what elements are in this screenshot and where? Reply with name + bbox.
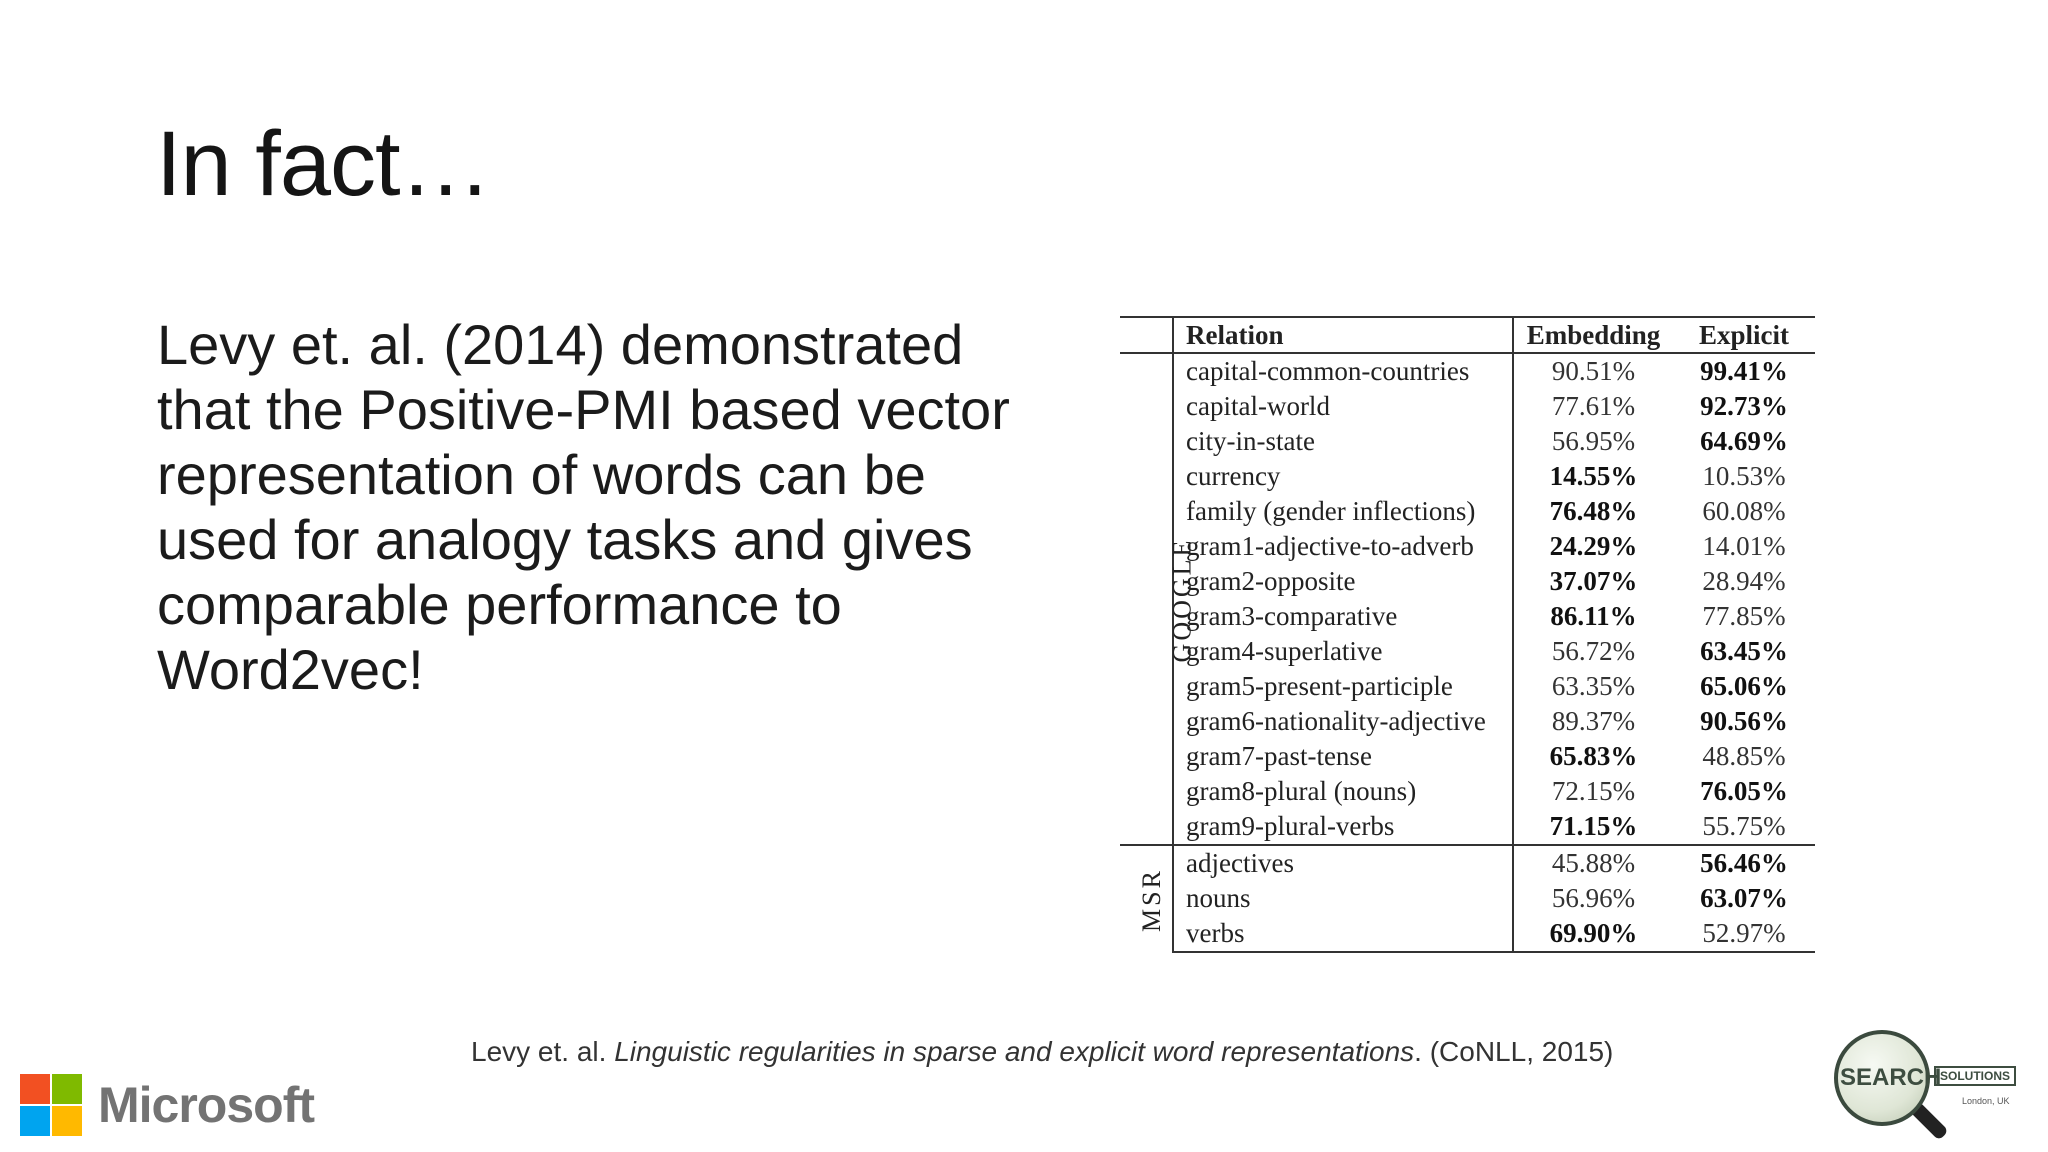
table-cell-explicit: 92.73% <box>1700 391 1788 421</box>
search-solutions-solutions-text: SOLUTIONS <box>1934 1066 2016 1086</box>
slide-title: In fact… <box>156 113 491 215</box>
table-cell-relation: gram7-past-tense <box>1173 739 1513 774</box>
table-cell-embedding: 76.48% <box>1549 496 1638 526</box>
table-header-explicit: Explicit <box>1673 317 1815 353</box>
table-cell-embedding: 45.88% <box>1513 845 1673 881</box>
table-cell-explicit: 60.08% <box>1702 496 1786 526</box>
table-cell-relation: currency <box>1173 459 1513 494</box>
table-row <box>1120 774 1815 809</box>
table-row <box>1120 916 1815 952</box>
table-cell-relation: gram6-nationality-adjective <box>1173 704 1513 739</box>
search-solutions-location-text: London, UK <box>1962 1096 2010 1106</box>
table-cell-explicit: 90.56% <box>1700 706 1788 736</box>
citation <box>471 1036 1613 1068</box>
table-cell-explicit: 64.69% <box>1700 426 1788 456</box>
group-label-text: MSR <box>1136 867 1166 932</box>
table-cell-explicit: 63.07% <box>1700 883 1788 913</box>
table-cell-embedding: 86.11% <box>1550 601 1637 631</box>
table-row <box>1120 669 1815 704</box>
table-row <box>1120 494 1815 529</box>
slide-body-text: Levy et. al. (2014) demonstrated that the Positive-PMI based vector representation of words can be used for analogy tasks and gives comparable performance to Word2vec! <box>157 313 1010 701</box>
table-cell-relation: gram8-plural (nouns) <box>1173 774 1513 809</box>
table-group-label <box>1120 845 1173 952</box>
table-row <box>1120 389 1815 424</box>
table-row <box>1120 634 1815 669</box>
table-cell-explicit: 10.53% <box>1702 461 1786 491</box>
group-label-text: GOOGLE <box>1167 537 1197 662</box>
table-group-label <box>1120 353 1197 845</box>
microsoft-square-red <box>20 1074 50 1104</box>
table-cell-explicit: 65.06% <box>1700 671 1788 701</box>
search-solutions-search-text: SEARCH <box>1840 1064 1942 1091</box>
analogy-results-table <box>1120 316 1815 953</box>
table-row <box>1120 459 1815 494</box>
microsoft-square-yellow <box>52 1106 82 1136</box>
citation-authors: Levy et. al. <box>471 1036 615 1067</box>
table-body <box>1120 353 1815 952</box>
microsoft-square-green <box>52 1074 82 1104</box>
table-row <box>1120 424 1815 459</box>
table-header-embedding: Embedding <box>1513 317 1673 353</box>
table-cell-relation: gram4-superlative <box>1173 634 1513 669</box>
table-cell-embedding: 56.72% <box>1551 636 1636 666</box>
table-cell-embedding: 37.07% <box>1549 566 1638 596</box>
table-cell-embedding: 56.95% <box>1551 426 1636 456</box>
citation-title: Linguistic regularities in sparse and explicit word representations <box>614 1036 1415 1067</box>
table-cell-relation: gram3-comparative <box>1173 599 1513 634</box>
table-cell-embedding: 63.35% <box>1551 671 1636 701</box>
table-row <box>1120 599 1815 634</box>
table-cell-explicit: 76.05% <box>1700 776 1788 806</box>
table-cell-relation: gram1-adjective-to-adverb <box>1173 529 1513 564</box>
microsoft-square-blue <box>20 1106 50 1136</box>
table-row <box>1120 809 1815 845</box>
table-cell-explicit: 99.41% <box>1673 353 1815 389</box>
table-cell-embedding: 14.55% <box>1549 461 1638 491</box>
table-row <box>1120 353 1815 389</box>
table-cell-explicit: 48.85% <box>1702 741 1786 771</box>
results-table-container <box>1120 316 1815 953</box>
table-cell-explicit: 14.01% <box>1702 531 1786 561</box>
table-cell-embedding: 24.29% <box>1549 531 1638 561</box>
table-cell-relation: city-in-state <box>1173 424 1513 459</box>
table-header-row <box>1120 317 1815 353</box>
table-cell-relation: gram2-opposite <box>1173 564 1513 599</box>
citation-venue: . (CoNLL, 2015) <box>1414 1036 1614 1067</box>
table-row <box>1120 845 1815 881</box>
microsoft-wordmark: Microsoft <box>98 1077 314 1133</box>
table-cell-embedding: 56.96% <box>1551 883 1636 913</box>
search-solutions-logo <box>1828 1026 2018 1146</box>
table-cell-explicit: 52.97% <box>1673 916 1815 952</box>
table-cell-relation: gram5-present-participle <box>1173 669 1513 704</box>
table-header-relation: Relation <box>1173 317 1513 353</box>
table-cell-embedding: 77.61% <box>1551 391 1636 421</box>
table-cell-explicit: 55.75% <box>1702 811 1786 841</box>
table-cell-relation: verbs <box>1173 916 1513 952</box>
table-row <box>1120 529 1815 564</box>
table-cell-explicit: 77.85% <box>1702 601 1786 631</box>
table-cell-explicit: 63.45% <box>1700 636 1788 666</box>
table-row <box>1120 704 1815 739</box>
table-cell-relation: capital-world <box>1173 389 1513 424</box>
table-row <box>1120 564 1815 599</box>
microsoft-logo <box>20 1074 314 1136</box>
table-cell-embedding: 90.51% <box>1513 353 1673 389</box>
table-header-group <box>1120 317 1173 353</box>
table-row <box>1120 881 1815 916</box>
table-cell-embedding: 69.90% <box>1513 916 1673 952</box>
table-cell-relation: capital-common-countries <box>1173 353 1513 389</box>
table-cell-relation: gram9-plural-verbs <box>1173 809 1513 845</box>
table-cell-relation: adjectives <box>1173 845 1513 881</box>
table-cell-embedding: 89.37% <box>1551 706 1636 736</box>
table-cell-relation: nouns <box>1173 881 1513 916</box>
table-row <box>1120 739 1815 774</box>
table-cell-explicit: 28.94% <box>1702 566 1786 596</box>
table-cell-embedding: 65.83% <box>1549 741 1638 771</box>
table-cell-embedding: 71.15% <box>1549 811 1638 841</box>
microsoft-squares-icon <box>20 1074 82 1136</box>
table-cell-explicit: 56.46% <box>1673 845 1815 881</box>
table-cell-relation: family (gender inflections) <box>1173 494 1513 529</box>
table-cell-embedding: 72.15% <box>1551 776 1636 806</box>
